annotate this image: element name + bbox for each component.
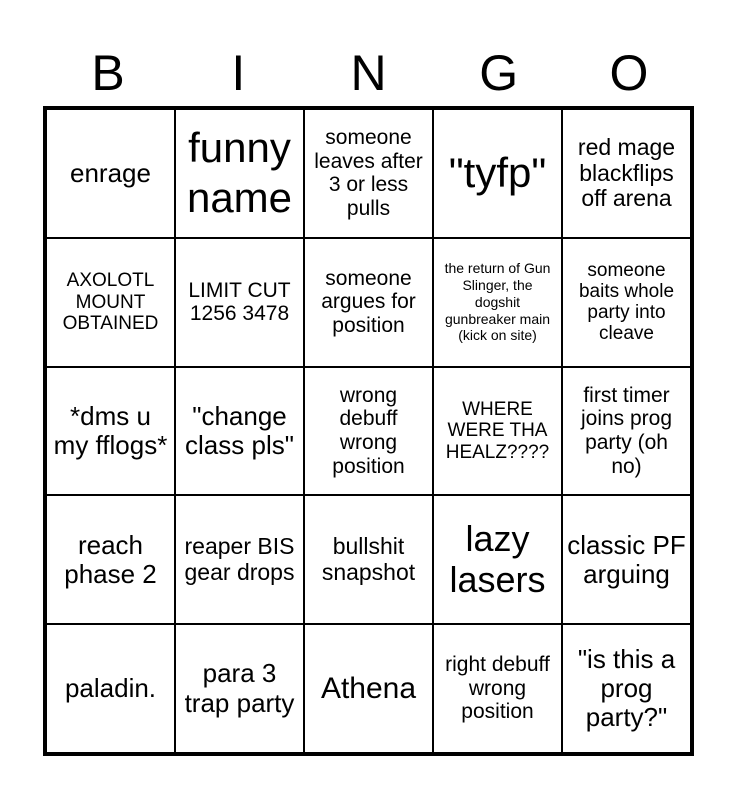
bingo-cell-r5-c4[interactable] <box>433 624 562 753</box>
cell-text: someone baits whole party into cleave <box>578 259 675 345</box>
cell-text: lazy lasers <box>449 518 546 600</box>
bingo-cell-r5-c1[interactable] <box>46 624 175 753</box>
cell-text: Athena <box>320 671 417 705</box>
cell-text: funny name <box>186 124 293 222</box>
bingo-cell-r2-c2[interactable] <box>175 238 304 367</box>
cell-text: someone leaves after 3 or less pulls <box>314 126 423 220</box>
bingo-cell-r4-c1[interactable] <box>46 495 175 624</box>
bingo-cell-r1-c3[interactable] <box>304 109 433 238</box>
cell-text: AXOLOTL MOUNT OBTAINED <box>62 270 159 334</box>
cell-text: classic PF arguing <box>567 529 686 589</box>
bingo-cell-r1-c2[interactable] <box>175 109 304 238</box>
cell-text: reach phase 2 <box>64 529 157 589</box>
header-letter-o: O <box>609 45 649 101</box>
cell-text: first timer joins prog party (oh no) <box>580 383 673 478</box>
cell-text: "is this a prog party?" <box>577 643 676 733</box>
cell-text: wrong debuff wrong position <box>332 383 405 478</box>
header-letter-n: N <box>350 45 387 101</box>
cell-text: WHERE WERE THA HEALZ???? <box>445 399 550 463</box>
bingo-cell-r4-c3[interactable] <box>304 495 433 624</box>
cell-text: bullshit snapshot <box>321 533 416 585</box>
cell-text: para 3 trap party <box>184 658 295 718</box>
header-letter-b: B <box>91 45 125 101</box>
bingo-cell-r2-c4[interactable] <box>433 238 562 367</box>
bingo-cell-r3-c4[interactable] <box>433 367 562 496</box>
cell-text: right debuff wrong position <box>445 653 550 724</box>
bingo-cell-r2-c5[interactable] <box>562 238 691 367</box>
cell-text: reaper BIS gear drops <box>184 533 295 585</box>
bingo-cell-r5-c3[interactable] <box>304 624 433 753</box>
bingo-cell-r4-c5[interactable] <box>562 495 691 624</box>
bingo-cell-r3-c5[interactable] <box>562 367 691 496</box>
cell-text: "change class pls" <box>185 400 294 460</box>
bingo-board <box>43 106 694 756</box>
bingo-cell-r2-c3[interactable] <box>304 238 433 367</box>
bingo-cell-r4-c4[interactable] <box>433 495 562 624</box>
cell-text: the return of Gun Slinger, the dogshit gunbreaker main (kick on site) <box>444 260 551 344</box>
bingo-header <box>43 40 694 106</box>
bingo-cell-r1-c4[interactable] <box>433 109 562 238</box>
bingo-cell-r5-c2[interactable] <box>175 624 304 753</box>
bingo-cell-r3-c1[interactable] <box>46 367 175 496</box>
cell-text: *dms u my fflogs* <box>53 400 168 460</box>
cell-text: LIMIT CUT 1256 3478 <box>188 278 291 326</box>
header-letter-i: I <box>231 45 246 101</box>
bingo-cell-r3-c2[interactable] <box>175 367 304 496</box>
bingo-cell-r1-c5[interactable] <box>562 109 691 238</box>
cell-text: someone argues for position <box>321 266 416 337</box>
bingo-cell-r3-c3[interactable] <box>304 367 433 496</box>
bingo-cell-r4-c2[interactable] <box>175 495 304 624</box>
cell-text: "tyfp" <box>448 149 547 197</box>
cell-text: enrage <box>70 157 151 188</box>
bingo-cell-r5-c5[interactable] <box>562 624 691 753</box>
bingo-cell-r2-c1[interactable] <box>46 238 175 367</box>
cell-text: red mage blackflips off arena <box>577 133 676 212</box>
bingo-cell-r1-c1[interactable] <box>46 109 175 238</box>
header-letter-g: G <box>479 45 519 101</box>
cell-text: paladin. <box>64 673 157 704</box>
